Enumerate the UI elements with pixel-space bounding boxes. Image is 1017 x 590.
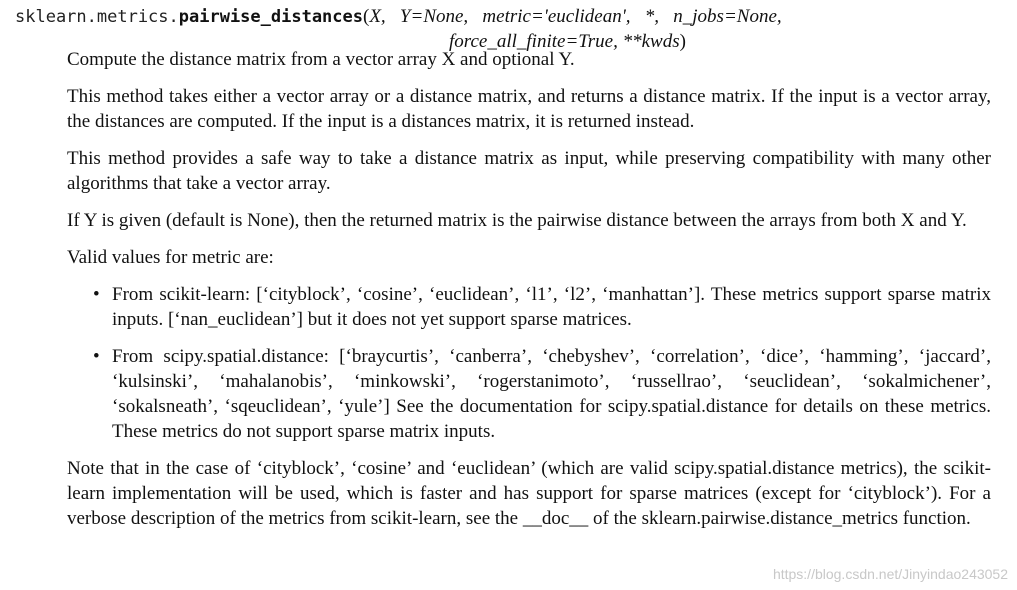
safety-paragraph: This method provides a safe way to take a distance matrix as input, while preserving compatibility with many other algorithms that take a vector array.	[67, 148, 991, 194]
list-item-text: From scikit-learn: [‘cityblock’, ‘cosine’, ‘euclidean’, ‘l1’, ‘l2’, ‘manhattan’]. These metrics support sparse matrix inputs. [‘nan_euclidean’] but it does not yet support sparse matrices.	[112, 284, 991, 330]
summary-paragraph: Compute the distance matrix from a vector array X and optional Y.	[67, 49, 575, 70]
y-paragraph: If Y is given (default is None), then the returned matrix is the pairwise distance between the arrays from both X and Y.	[67, 210, 967, 231]
note-paragraph: Note that in the case of ‘cityblock’, ‘cosine’ and ‘euclidean’ (which are valid scipy.spatial.distance metrics), the scikit-learn implementation will be used, which is faster and has support for sparse matrices (except for ‘cityblock’). For a verbose description of the metrics from scikit-learn, see the __doc__ of the sklearn.pairwise.distance_metrics function.	[67, 458, 991, 529]
list-item-scipy	[93, 344, 991, 444]
close-paren: )	[679, 31, 686, 52]
bullet-icon: •	[93, 346, 100, 367]
signature-params-line1: X, Y=None, metric='euclidean', *, n_jobs=None,	[369, 6, 782, 27]
function-name: pairwise_distances	[178, 7, 363, 27]
signature-params-line2: force_all_finite=True, **kwds	[449, 31, 680, 52]
list-item-text: From scipy.spatial.distance: [‘braycurtis’, ‘canberra’, ‘chebyshev’, ‘correlation’, ‘dice’, ‘hamming’, ‘jaccard’, ‘kulsinski’, ‘mahalanobis’, ‘minkowski’, ‘rogerstanimoto’, ‘russellrao’, ‘seuclidean’, ‘sokalmichener’, ‘sokalsneath’, ‘sqeuclidean’, ‘yule’] See the documentation for scipy.spatial.distance for details on these metrics. These metrics do not support sparse matrix inputs.	[112, 346, 991, 442]
open-paren: (	[363, 6, 370, 27]
module-path: sklearn.metrics.	[15, 7, 179, 27]
description-paragraph: This method takes either a vector array or a distance matrix, and returns a distance matrix. If the input is a vector array, the distances are computed. If the input is a distances matrix, it is returned instead.	[67, 86, 991, 132]
list-item-sklearn	[93, 282, 991, 332]
valid-values-heading: Valid values for metric are:	[67, 247, 274, 268]
watermark: https://blog.csdn.net/Jinyindao243052	[772, 566, 1008, 582]
metric-list	[67, 282, 991, 444]
bullet-icon: •	[93, 284, 100, 305]
function-signature	[15, 5, 1005, 52]
doc-body	[67, 47, 991, 543]
